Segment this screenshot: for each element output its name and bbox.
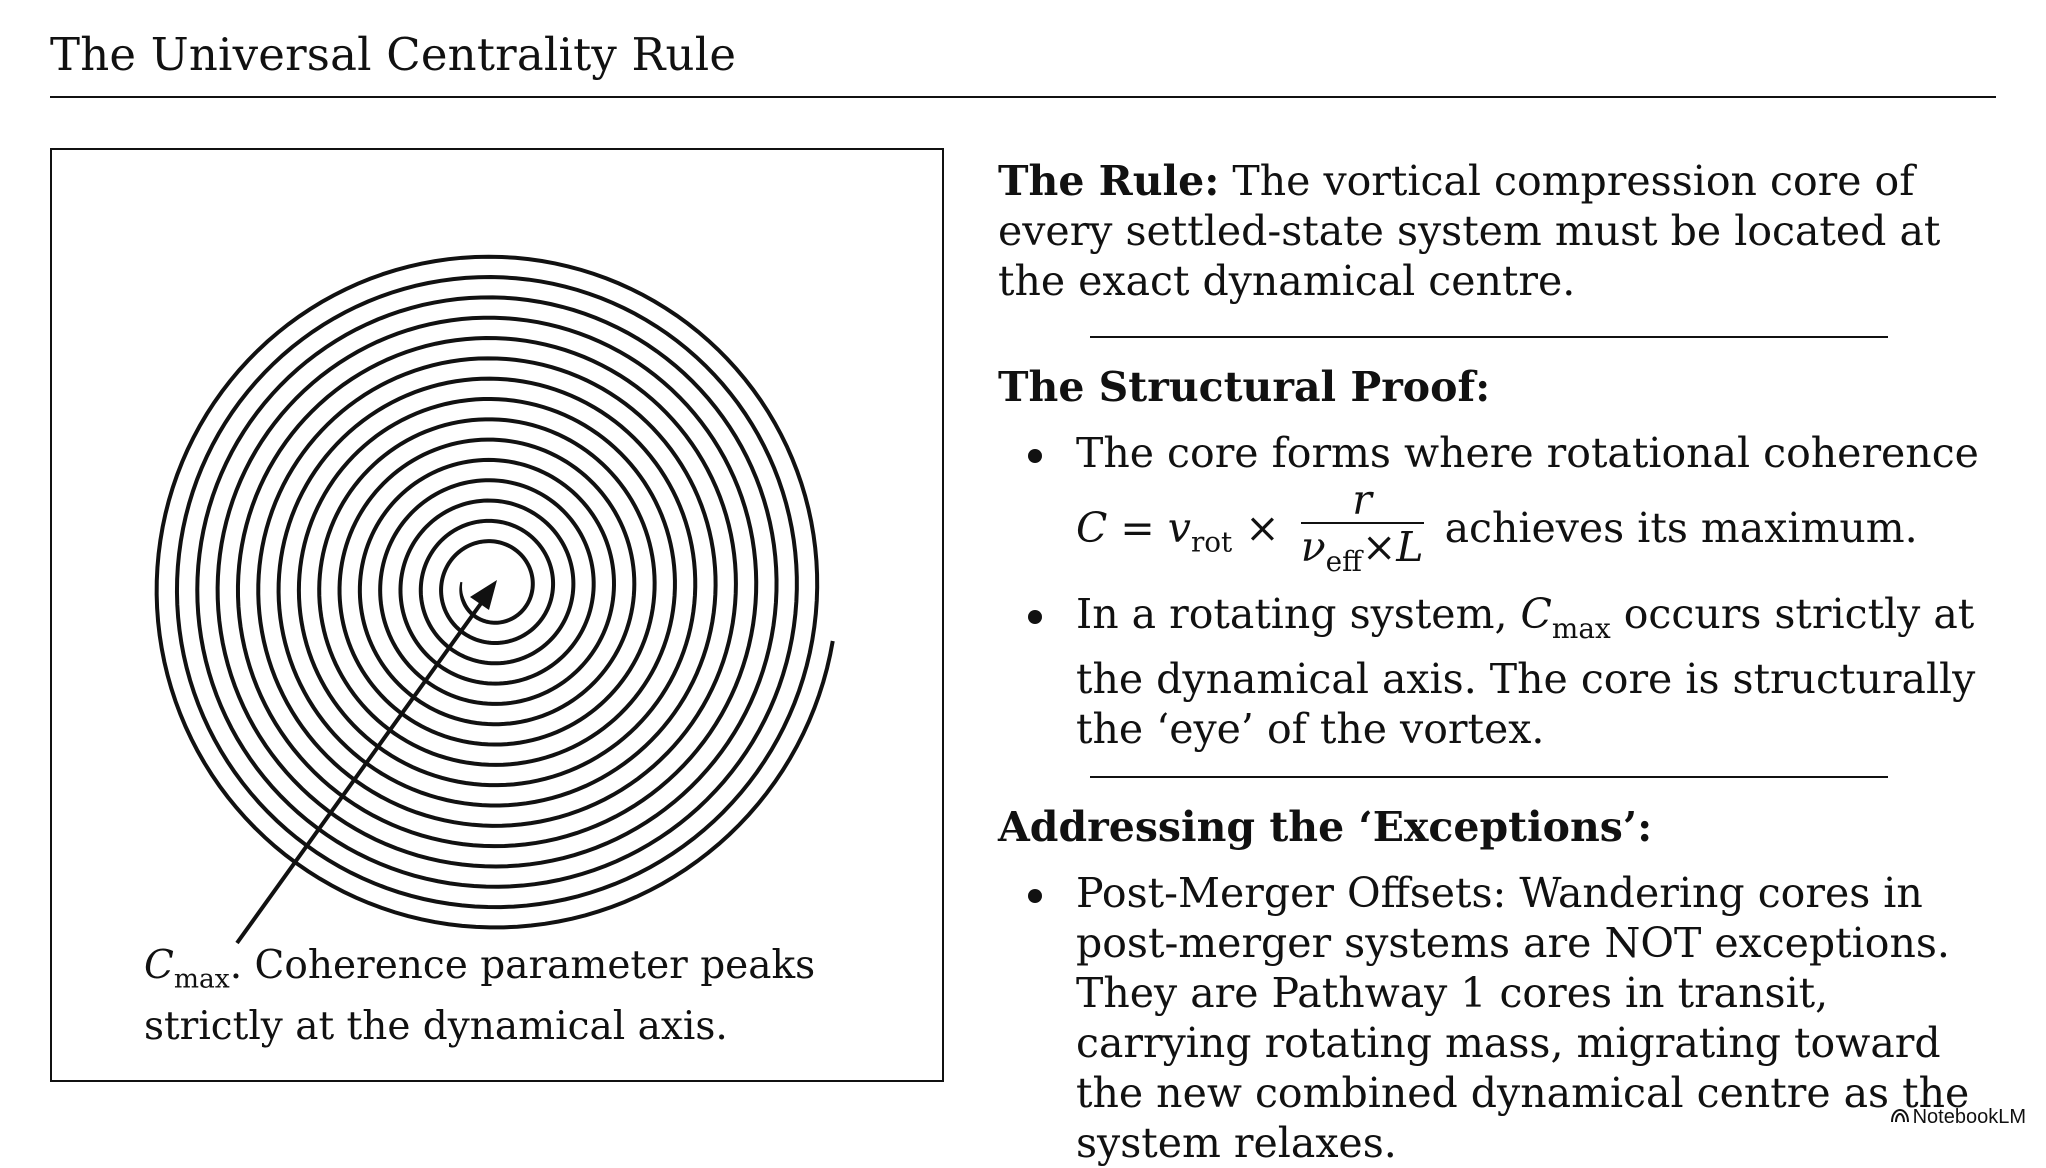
bullet-icon <box>1028 610 1042 624</box>
section-divider <box>1090 336 1888 338</box>
proof-bullet-2-symbol: C <box>1520 589 1552 638</box>
proof-bullet-2 <box>998 589 1998 754</box>
spiral-figure <box>50 148 944 1082</box>
caption-symbol: C <box>144 943 174 988</box>
exceptions-heading: Addressing the ‘Exceptions’: <box>998 802 1653 851</box>
proof-bullet-2-pre: In a rotating system, <box>1076 589 1521 638</box>
formula-den-nu: ν <box>1300 523 1326 571</box>
spiral-diagram <box>52 150 942 1080</box>
exceptions-bullet-1 <box>998 868 1998 1168</box>
formula-den-rest: ×L <box>1361 523 1424 571</box>
brand-label: NotebookLM <box>1912 1106 2026 1128</box>
title-divider <box>50 96 1996 98</box>
formula-fraction <box>1301 478 1424 585</box>
notebooklm-brand <box>1891 1106 2026 1129</box>
formula-tail: achieves its maximum. <box>1431 503 1918 552</box>
caption-text: . Coherence parameter peaks strictly at the dynamical axis. <box>144 943 816 1050</box>
proof-bullet-2-post: occurs strictly at the dynamical axis. The core is structurally the ‘eye’ of the vortex. <box>1076 589 1976 753</box>
proof-bullet-1 <box>998 428 1998 585</box>
proof-heading: The Structural Proof: <box>998 363 1491 411</box>
formula-times: × <box>1232 503 1293 552</box>
proof-bullet-2-subscript: max <box>1551 611 1611 645</box>
notebooklm-logo-icon <box>1891 1106 1909 1129</box>
section-divider <box>1090 776 1888 778</box>
bullet-icon <box>1028 889 1042 903</box>
formula-numerator: r <box>1301 478 1424 524</box>
bullet-icon <box>1028 449 1042 463</box>
rule-paragraph <box>998 156 1998 306</box>
rule-text: The vortical compression core of every settled-state system must be located at the exact dynamical centre. <box>998 157 1941 305</box>
formula-lhs: C = v <box>1076 503 1191 552</box>
proof-bullet-1-text: The core forms where rotational coherence <box>1076 429 1979 477</box>
proof-list <box>998 428 1998 754</box>
page-title: The Universal Centrality Rule <box>50 28 737 81</box>
figure-caption <box>144 942 904 1051</box>
exceptions-list <box>998 868 1998 1168</box>
caption-subscript: max <box>173 963 230 995</box>
rule-label: The Rule: <box>998 157 1220 205</box>
formula-denominator <box>1301 524 1424 585</box>
pointer-arrow-line <box>237 602 482 943</box>
formula-lhs-subscript: rot <box>1190 525 1233 559</box>
formula-den-subscript: eff <box>1325 544 1362 578</box>
explanation-panel <box>998 156 1998 1168</box>
exceptions-bullet-1-text: Post-Merger Offsets: Wandering cores in post-merger systems are NOT exceptions. They are Pathway 1 cores in transit, carrying rotating mass, migrating toward the new combined dynamical centre as the system relaxes. <box>1076 868 1970 1167</box>
